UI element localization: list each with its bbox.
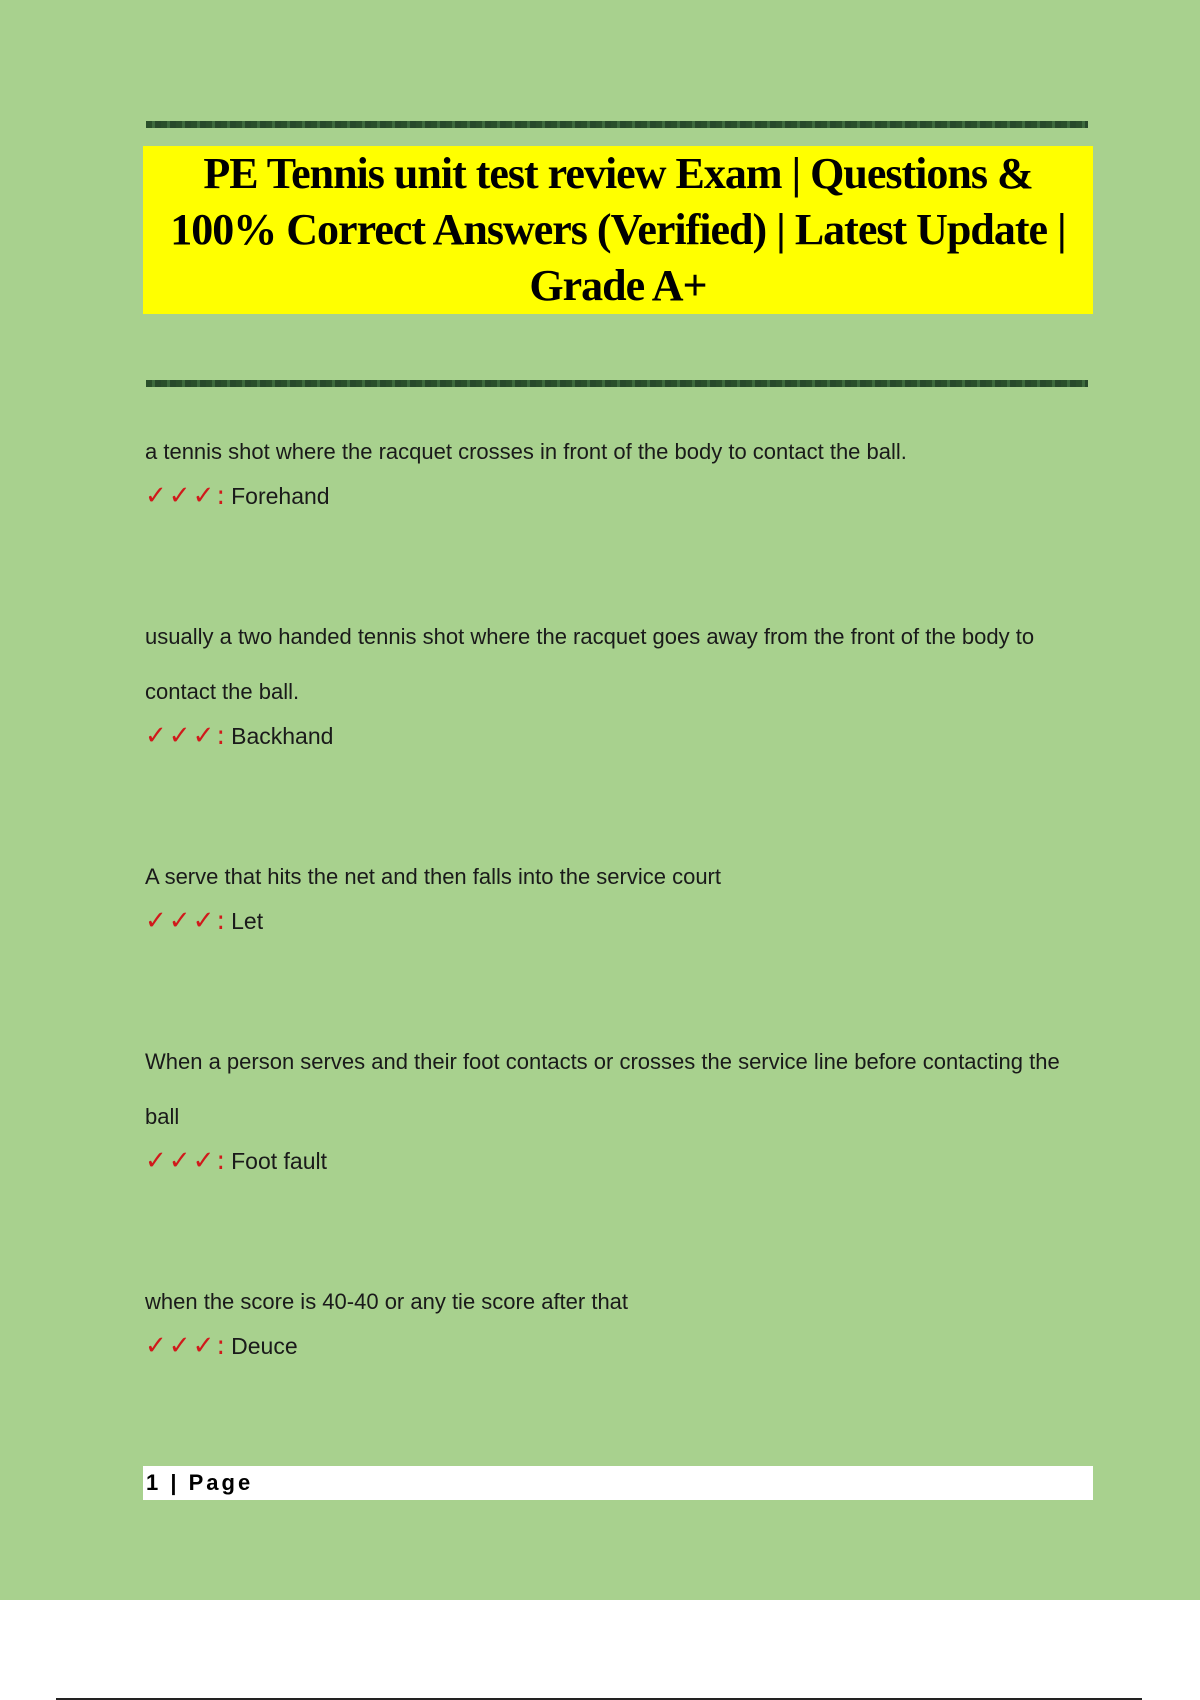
- page-number: 1 | Page: [146, 1470, 254, 1495]
- document-title: PE Tennis unit test review Exam | Questions & 100% Correct Answers (Verified) | Latest Update | Grade A+: [170, 149, 1066, 310]
- qa-item: [145, 424, 1085, 511]
- question-text: usually a two handed tennis shot where the racquet goes away from the front of the body to contact the ball.: [145, 624, 1035, 704]
- question-text: A serve that hits the net and then falls into the service court: [145, 864, 721, 889]
- check-marks-icon: ✓✓✓:: [145, 721, 228, 751]
- answer-text: Let: [231, 908, 264, 934]
- top-divider: [146, 121, 1088, 128]
- check-marks-icon: ✓✓✓:: [145, 1331, 228, 1361]
- qa-item: [145, 609, 1085, 751]
- qa-item: [145, 1034, 1085, 1176]
- answer-row: [145, 1146, 1085, 1176]
- answer-row: [145, 1331, 1085, 1361]
- question-text: a tennis shot where the racquet crosses in front of the body to contact the ball.: [145, 439, 907, 464]
- answer-text: Deuce: [231, 1333, 298, 1359]
- title-highlight: [143, 146, 1093, 314]
- check-marks-icon: ✓✓✓:: [145, 1146, 228, 1176]
- answer-row: [145, 721, 1085, 751]
- check-marks-icon: ✓✓✓:: [145, 906, 228, 936]
- answer-row: [145, 481, 1085, 511]
- qa-list: [145, 438, 1085, 1361]
- page-footer: [143, 1466, 1093, 1500]
- answer-text: Backhand: [231, 723, 334, 749]
- bottom-divider: [146, 380, 1088, 387]
- question-text: when the score is 40-40 or any tie score after that: [145, 1289, 629, 1314]
- answer-text: Foot fault: [231, 1148, 328, 1174]
- check-marks-icon: ✓✓✓:: [145, 481, 228, 511]
- qa-item: [145, 849, 1085, 936]
- qa-item: [145, 1274, 1085, 1361]
- answer-row: [145, 906, 1085, 936]
- question-text: When a person serves and their foot contacts or crosses the service line before contacting the ball: [145, 1049, 1060, 1129]
- answer-text: Forehand: [231, 483, 330, 509]
